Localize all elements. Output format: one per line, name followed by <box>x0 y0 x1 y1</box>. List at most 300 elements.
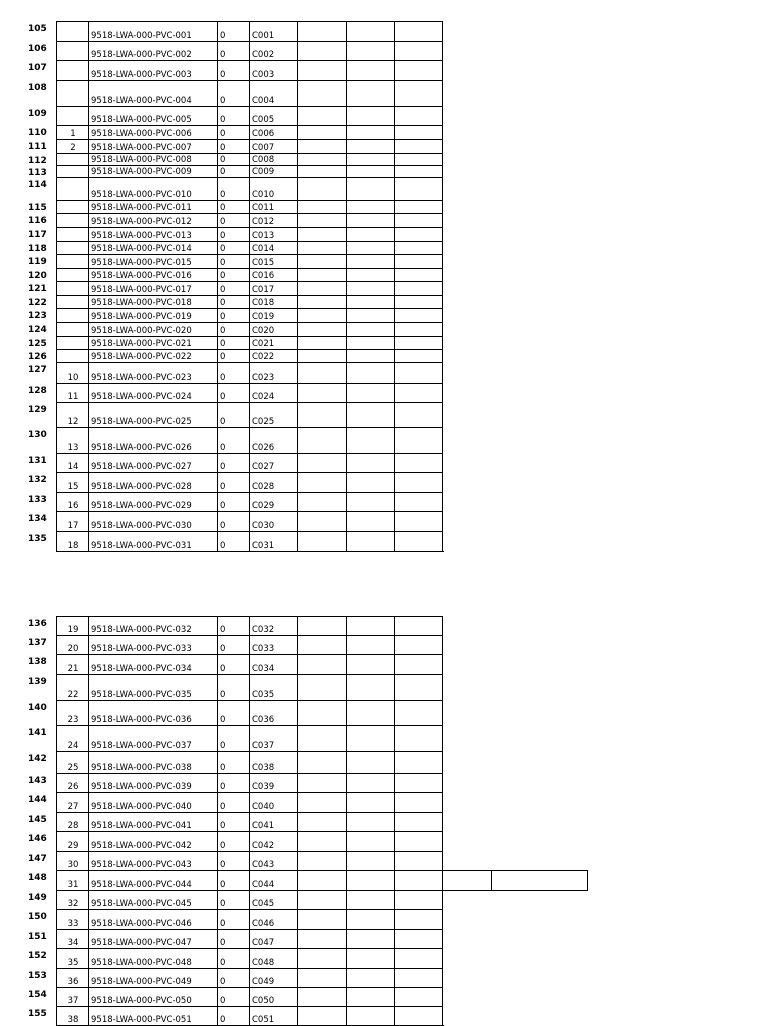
cell-sequence <box>56 295 89 309</box>
cell-revision-text: 0 <box>220 167 226 177</box>
cell-revision-text: 0 <box>220 190 226 200</box>
cell-document-number-text: 9518-LWA-000-PVC-013 <box>91 231 192 241</box>
cell-document-number <box>88 492 218 512</box>
row-number: 121 <box>28 284 47 294</box>
cell-document-number <box>88 851 218 871</box>
cell-empty <box>394 362 443 384</box>
cell-revision <box>217 725 250 752</box>
cell-code-text: C011 <box>252 203 275 213</box>
cell-sequence <box>56 909 89 930</box>
cell-empty <box>394 139 443 154</box>
cell-empty <box>346 909 395 930</box>
cell-code <box>249 349 298 363</box>
cell-sequence <box>56 812 89 832</box>
cell-empty <box>297 968 347 988</box>
cell-sequence <box>56 492 89 512</box>
cell-document-number <box>88 241 218 255</box>
cell-document-number <box>88 773 218 793</box>
cell-empty <box>346 674 395 701</box>
cell-empty <box>346 453 395 473</box>
table-row <box>0 336 768 349</box>
cell-empty <box>297 21 347 42</box>
cell-empty <box>346 472 395 493</box>
cell-document-number <box>88 1006 218 1026</box>
cell-document-number-text: 9518-LWA-000-PVC-047 <box>91 938 192 948</box>
cell-sequence <box>56 125 89 140</box>
cell-code-text: C006 <box>252 129 275 139</box>
cell-sequence <box>56 870 89 891</box>
cell-revision <box>217 402 250 428</box>
cell-sequence <box>56 106 89 126</box>
cell-document-number <box>88 725 218 752</box>
cell-revision <box>217 674 250 701</box>
row-number: 149 <box>28 893 47 903</box>
cell-document-number <box>88 531 218 552</box>
cell-revision <box>217 125 250 140</box>
cell-empty <box>346 1006 395 1026</box>
table-row <box>0 241 768 254</box>
cell-revision-text: 0 <box>220 143 226 153</box>
cell-empty <box>297 725 347 752</box>
row-number: 135 <box>28 534 47 544</box>
row-number: 136 <box>28 619 47 629</box>
cell-code <box>249 383 298 403</box>
cell-sequence-text: 30 <box>67 860 79 870</box>
row-number: 153 <box>28 971 47 981</box>
cell-empty <box>346 227 395 242</box>
row-number: 110 <box>28 128 47 138</box>
cell-revision-text: 0 <box>220 977 226 987</box>
cell-code <box>249 472 298 493</box>
table-row <box>0 139 768 153</box>
cell-empty <box>394 402 443 428</box>
row-number: 128 <box>28 386 47 396</box>
cell-code <box>249 362 298 384</box>
cell-empty <box>394 511 443 532</box>
cell-revision <box>217 254 250 269</box>
cell-document-number <box>88 511 218 532</box>
cell-sequence-text: 23 <box>67 715 79 725</box>
cell-revision-text: 0 <box>220 298 226 308</box>
row-number: 127 <box>28 365 47 375</box>
cell-sequence <box>56 241 89 255</box>
row-number: 139 <box>28 677 47 687</box>
cell-empty <box>297 890 347 910</box>
cell-empty <box>346 213 395 228</box>
cell-document-number-text: 9518-LWA-000-PVC-039 <box>91 782 192 792</box>
cell-document-number <box>88 453 218 473</box>
table-row <box>0 153 768 165</box>
cell-empty <box>346 295 395 309</box>
table-row <box>0 453 768 472</box>
table-row <box>0 968 768 987</box>
cell-sequence-text: 21 <box>67 664 79 674</box>
table-row <box>0 295 768 308</box>
row-number: 142 <box>28 754 47 764</box>
cell-empty <box>394 60 443 81</box>
cell-document-number <box>88 177 218 201</box>
row-number: 129 <box>28 405 47 415</box>
cell-empty <box>394 80 443 107</box>
cell-empty <box>297 851 347 871</box>
cell-sequence-text: 17 <box>67 521 79 531</box>
cell-code-text: C031 <box>252 541 275 551</box>
cell-revision-text: 0 <box>220 339 226 349</box>
row-number: 124 <box>28 325 47 335</box>
cell-revision-text: 0 <box>220 271 226 281</box>
cell-revision-text: 0 <box>220 690 226 700</box>
row-number: 148 <box>28 873 47 883</box>
cell-empty <box>297 929 347 949</box>
row-number: 113 <box>28 168 47 178</box>
cell-empty <box>394 751 443 774</box>
cell-empty <box>297 336 347 350</box>
cell-revision <box>217 700 250 726</box>
cell-sequence <box>56 427 89 454</box>
cell-code <box>249 268 298 282</box>
cell-document-number <box>88 654 218 675</box>
cell-document-number-text: 9518-LWA-000-PVC-011 <box>91 203 192 213</box>
cell-code <box>249 1006 298 1026</box>
cell-sequence-text: 36 <box>67 977 79 987</box>
cell-code <box>249 402 298 428</box>
table-row <box>0 254 768 268</box>
cell-empty <box>394 870 443 891</box>
cell-revision-text: 0 <box>220 501 226 511</box>
cell-empty <box>394 773 443 793</box>
row-number: 147 <box>28 854 47 864</box>
cell-code <box>249 213 298 228</box>
cell-extra <box>491 870 588 891</box>
cell-code-text: C025 <box>252 417 275 427</box>
cell-sequence-text: 15 <box>67 482 79 492</box>
cell-document-number-text: 9518-LWA-000-PVC-019 <box>91 312 192 322</box>
cell-revision-text: 0 <box>220 443 226 453</box>
cell-code <box>249 125 298 140</box>
cell-empty <box>346 362 395 384</box>
cell-revision <box>217 511 250 532</box>
cell-sequence <box>56 281 89 296</box>
cell-code-text: C040 <box>252 802 275 812</box>
table-row <box>0 1006 768 1025</box>
cell-document-number <box>88 336 218 350</box>
row-number: 151 <box>28 932 47 942</box>
cell-sequence-text: 27 <box>67 802 79 812</box>
cell-empty <box>346 106 395 126</box>
cell-revision-text: 0 <box>220 203 226 213</box>
cell-empty <box>297 511 347 532</box>
cell-revision <box>217 383 250 403</box>
cell-empty <box>394 281 443 296</box>
cell-code <box>249 139 298 154</box>
cell-revision <box>217 472 250 493</box>
cell-empty <box>297 427 347 454</box>
cell-empty <box>346 268 395 282</box>
table-row <box>0 227 768 241</box>
row-number: 114 <box>28 180 47 190</box>
cell-sequence <box>56 254 89 269</box>
cell-sequence <box>56 213 89 228</box>
row-number: 122 <box>28 298 47 308</box>
cell-empty <box>394 227 443 242</box>
cell-code-text: C016 <box>252 271 275 281</box>
cell-empty <box>394 322 443 337</box>
cell-code <box>249 254 298 269</box>
cell-empty <box>394 106 443 126</box>
cell-revision-text: 0 <box>220 115 226 125</box>
cell-sequence <box>56 383 89 403</box>
cell-sequence <box>56 792 89 813</box>
cell-empty <box>297 792 347 813</box>
cell-revision <box>217 21 250 42</box>
cell-document-number <box>88 616 218 636</box>
cell-empty <box>346 792 395 813</box>
cell-revision <box>217 929 250 949</box>
cell-document-number-text: 9518-LWA-000-PVC-021 <box>91 339 192 349</box>
cell-sequence <box>56 929 89 949</box>
cell-sequence-text: 14 <box>67 462 79 472</box>
cell-empty <box>394 654 443 675</box>
cell-document-number-text: 9518-LWA-000-PVC-002 <box>91 50 192 60</box>
cell-empty <box>394 268 443 282</box>
table-row <box>0 616 768 635</box>
cell-revision-text: 0 <box>220 541 226 551</box>
cell-code-text: C018 <box>252 298 275 308</box>
cell-code-text: C050 <box>252 996 275 1006</box>
cell-document-number <box>88 700 218 726</box>
cell-code-text: C024 <box>252 392 275 402</box>
cell-code <box>249 929 298 949</box>
cell-empty <box>346 427 395 454</box>
cell-empty <box>297 909 347 930</box>
cell-document-number-text: 9518-LWA-000-PVC-012 <box>91 217 192 227</box>
cell-sequence <box>56 336 89 350</box>
cell-document-number-text: 9518-LWA-000-PVC-051 <box>91 1015 192 1025</box>
cell-sequence <box>56 987 89 1007</box>
cell-document-number <box>88 929 218 949</box>
row-number: 134 <box>28 514 47 524</box>
cell-document-number-text: 9518-LWA-000-PVC-007 <box>91 143 192 153</box>
cell-empty <box>346 725 395 752</box>
cell-empty <box>394 492 443 512</box>
cell-extra <box>442 870 492 891</box>
cell-code <box>249 60 298 81</box>
cell-revision <box>217 41 250 61</box>
cell-empty <box>297 268 347 282</box>
cell-empty <box>297 200 347 214</box>
cell-code-text: C041 <box>252 821 275 831</box>
cell-code-text: C021 <box>252 339 275 349</box>
cell-code-text: C020 <box>252 326 275 336</box>
cell-code <box>249 616 298 636</box>
cell-revision-text: 0 <box>220 821 226 831</box>
cell-sequence <box>56 725 89 752</box>
cell-code <box>249 751 298 774</box>
cell-empty <box>394 254 443 269</box>
cell-sequence <box>56 80 89 107</box>
cell-document-number <box>88 383 218 403</box>
cell-revision <box>217 987 250 1007</box>
cell-code-text: C032 <box>252 625 275 635</box>
table-row <box>0 851 768 870</box>
cell-empty <box>346 254 395 269</box>
cell-sequence <box>56 948 89 969</box>
cell-empty <box>346 336 395 350</box>
cell-revision <box>217 106 250 126</box>
cell-code-text: C003 <box>252 70 275 80</box>
cell-empty <box>394 635 443 655</box>
cell-code-text: C037 <box>252 741 275 751</box>
cell-empty <box>346 21 395 42</box>
cell-empty <box>346 987 395 1007</box>
cell-empty <box>297 812 347 832</box>
table-row <box>0 41 768 60</box>
cell-code <box>249 80 298 107</box>
cell-sequence <box>56 674 89 701</box>
cell-empty <box>394 427 443 454</box>
cell-code-text: C005 <box>252 115 275 125</box>
cell-empty <box>297 674 347 701</box>
cell-sequence <box>56 402 89 428</box>
row-number: 132 <box>28 475 47 485</box>
table-row <box>0 700 768 725</box>
cell-revision <box>217 295 250 309</box>
cell-empty <box>394 308 443 323</box>
row-number: 117 <box>28 230 47 240</box>
cell-empty <box>297 177 347 201</box>
cell-document-number <box>88 80 218 107</box>
cell-empty <box>346 349 395 363</box>
table-row <box>0 60 768 80</box>
cell-sequence-text: 31 <box>67 880 79 890</box>
cell-revision-text: 0 <box>220 1015 226 1025</box>
cell-empty <box>394 177 443 201</box>
table-row <box>0 383 768 402</box>
cell-code-text: C002 <box>252 50 275 60</box>
cell-sequence <box>56 654 89 675</box>
cell-revision <box>217 453 250 473</box>
cell-document-number <box>88 362 218 384</box>
cell-sequence-text: 25 <box>67 763 79 773</box>
cell-revision <box>217 177 250 201</box>
cell-empty <box>297 41 347 61</box>
cell-empty <box>297 295 347 309</box>
cell-sequence-text: 19 <box>67 625 79 635</box>
cell-empty <box>297 60 347 81</box>
cell-sequence <box>56 1006 89 1026</box>
row-number: 118 <box>28 244 47 254</box>
table-row <box>0 674 768 700</box>
table-row <box>0 635 768 654</box>
table-row <box>0 165 768 177</box>
cell-sequence-text: 24 <box>67 741 79 751</box>
cell-sequence-text: 20 <box>67 644 79 654</box>
row-number: 140 <box>28 703 47 713</box>
cell-code <box>249 295 298 309</box>
cell-sequence <box>56 751 89 774</box>
cell-empty <box>394 453 443 473</box>
cell-sequence-text: 1 <box>70 129 76 139</box>
cell-empty <box>346 402 395 428</box>
cell-revision <box>217 200 250 214</box>
table-row <box>0 427 768 453</box>
table-row <box>0 177 768 200</box>
cell-document-number-text: 9518-LWA-000-PVC-031 <box>91 541 192 551</box>
cell-document-number-text: 9518-LWA-000-PVC-048 <box>91 958 192 968</box>
cell-empty <box>346 968 395 988</box>
cell-revision <box>217 308 250 323</box>
table-row <box>0 773 768 792</box>
cell-revision-text: 0 <box>220 285 226 295</box>
cell-document-number-text: 9518-LWA-000-PVC-022 <box>91 352 192 362</box>
cell-document-number <box>88 227 218 242</box>
table-row <box>0 831 768 851</box>
table-row <box>0 531 768 551</box>
cell-empty <box>297 383 347 403</box>
row-number: 115 <box>28 203 47 213</box>
row-number: 106 <box>28 44 47 54</box>
cell-sequence-text: 11 <box>67 392 79 402</box>
cell-revision-text: 0 <box>220 958 226 968</box>
cell-code-text: C034 <box>252 664 275 674</box>
row-number: 137 <box>28 638 47 648</box>
cell-revision <box>217 831 250 852</box>
cell-document-number-text: 9518-LWA-000-PVC-009 <box>91 167 192 177</box>
cell-empty <box>346 831 395 852</box>
cell-revision-text: 0 <box>220 802 226 812</box>
table-row <box>0 948 768 968</box>
cell-empty <box>394 851 443 871</box>
cell-revision-text: 0 <box>220 392 226 402</box>
cell-document-number <box>88 295 218 309</box>
cell-empty <box>394 125 443 140</box>
cell-revision-text: 0 <box>220 70 226 80</box>
cell-code-text: C004 <box>252 96 275 106</box>
table-row <box>0 987 768 1006</box>
cell-code <box>249 281 298 296</box>
row-number: 143 <box>28 776 47 786</box>
cell-revision <box>217 890 250 910</box>
cell-sequence-text: 33 <box>67 919 79 929</box>
cell-document-number <box>88 281 218 296</box>
cell-document-number <box>88 139 218 154</box>
cell-code <box>249 308 298 323</box>
cell-sequence-text: 2 <box>70 143 76 153</box>
cell-revision-text: 0 <box>220 312 226 322</box>
cell-empty <box>394 890 443 910</box>
cell-empty <box>297 227 347 242</box>
cell-document-number-text: 9518-LWA-000-PVC-049 <box>91 977 192 987</box>
row-number: 130 <box>28 430 47 440</box>
cell-revision-text: 0 <box>220 244 226 254</box>
cell-code-text: C009 <box>252 167 275 177</box>
cell-code-text: C027 <box>252 462 275 472</box>
cell-document-number <box>88 268 218 282</box>
cell-empty <box>346 851 395 871</box>
table-row <box>0 213 768 227</box>
table-bottom-border <box>56 551 444 552</box>
cell-empty <box>346 751 395 774</box>
cell-revision-text: 0 <box>220 880 226 890</box>
cell-empty <box>297 700 347 726</box>
table-row <box>0 511 768 531</box>
cell-document-number-text: 9518-LWA-000-PVC-033 <box>91 644 192 654</box>
cell-code-text: C014 <box>252 244 275 254</box>
table-row <box>0 125 768 139</box>
cell-empty <box>346 929 395 949</box>
cell-empty <box>297 362 347 384</box>
cell-document-number <box>88 21 218 42</box>
